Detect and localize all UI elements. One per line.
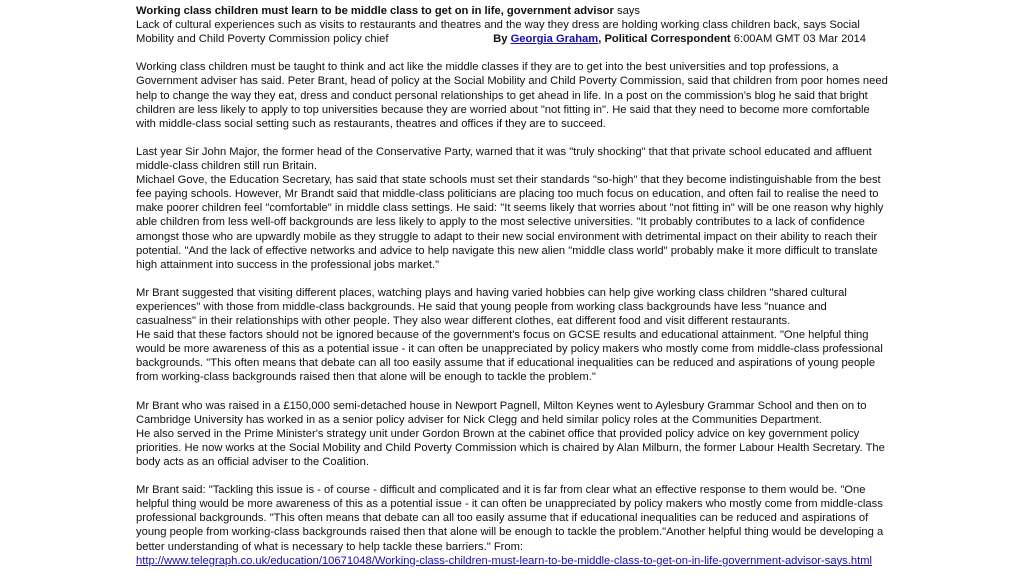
standfirst-text: Lack of cultural experiences such as visits to restaurants and theatres and the way they dress are holding working class children back, says Social Mobility and Child Poverty Commission policy chief [136, 19, 860, 46]
author-link[interactable]: Georgia Graham [510, 33, 599, 46]
source-link[interactable]: http://www.telegraph.co.uk/education/10671048/Working-class-children-must-learn-to-be-middle-class-to-get-on-in-life-government-advisor-says.html [136, 554, 872, 567]
paragraph: Last year Sir John Major, the former head of the Conservative Party, warned that it was "truly shocking" that that private school educated and affluent middle-class children still run Britain. [136, 145, 872, 173]
byline [493, 32, 888, 46]
paragraph: Working class children must be taught to think and act like the middle classes if they are to get into the best universities and top professions, a Government adviser has said. Peter Brant, head of policy at the Social Mobility and Child Poverty Commission, said that children from poor homes need help to change the way they eat, dress and conduct personal relationships to get ahead in life. In a post on the commission’s blog he said that bright children are less likely to apply to top universities because they are worried about "not fitting in". He said that they need to become more comfortable with middle-class social setting such as restaurants, theatres and offices if they are to succeed. [136, 61, 888, 130]
article [136, 4, 888, 568]
headline: Working class children must learn to be middle class to get on in life, government advisor [136, 5, 614, 17]
source-line [136, 554, 888, 568]
paragraph: He also served in the Prime Minister's strategy unit under Gordon Brown at the cabinet office that provided policy advice on key government policy priorities. He now works at the Social Mobility and Child Poverty Commission which is chaired by Alan Milburn, the former Labour Health Secretary. The body acts as an official adviser to the Coalition. [136, 427, 885, 468]
paragraph: He said that these factors should not be ignored because of the government's focus on GCSE results and educational attainment. "One helpful thing would be more awareness of this as a potential issue - it can often be unappreciated by policy makers who mostly come from middle-class professional backgrounds. "This often means that debate can all too easily assume that if educational inequalities can be reduced and aspirations of young people from working-class backgrounds raised then that alone will be enough to tackle the problem." [136, 329, 883, 384]
paragraph: Michael Gove, the Education Secretary, has said that state schools must set their standards "so-high" that they become indistinguishable from the best fee paying schools. However, Mr Brandt said that middle-class politicians are placing too much focus on education, and often fail to realise the need to make poorer children feel "comfortable" in middle class settings. He said: "It seems likely that worries about "not fitting in" will be one reason why highly able children from less well-off backgrounds are less likely to apply to the most selective universities. "It probably contributes to a lack of confidence amongst those who are upwardly mobile as they struggle to adapt to their new social environment with detrimental impact on their ability to reach their potential. "And the lack of effective networks and advice to help navigate this new alien "middle class world" probably make it more difficult to translate high attainment into success in the professional jobs market." [136, 174, 884, 271]
headline-line [136, 4, 888, 18]
byline-time: 6:00AM GMT 03 Mar 2014 [733, 33, 866, 46]
paragraph: Mr Brant who was raised in a £150,000 semi-detached house in Newport Pagnell, Milton Keynes went to Aylesbury Grammar School and then on to Cambridge University has worked in as a senior policy adviser for Nick Clegg and held similar policy roles at the Communities Department. [136, 399, 867, 426]
paragraph: Mr Brant suggested that visiting different places, watching plays and having varied hobbies can help give working class children "shared cultural experiences" with those from middle-class backgrounds. He said that young people from working class backgrounds have less "nuance and casualness" in their relationships with other people. They also wear different clothes, eat different food and visit different restaurants. [136, 286, 847, 328]
paragraph: Mr Brant said: "Tackling this issue is - of course - difficult and complicated and it is far from clear what an effective response to them would be. "One helpful thing would be more awareness of this as a potential issue - it can often be unappreciated by policy makers who mostly come from middle-class professional backgrounds. "This often means that debate can all too easily assume that if educational inequalities can be reduced and aspirations of young people from working-class backgrounds raised then that alone will be enough to tackle the problem."Another helpful thing would be developing a better understanding of what is necessary to help tackle these barriers." From: [136, 484, 884, 553]
headline-suffix: says [616, 5, 640, 17]
byline-by: By [493, 33, 508, 46]
byline-role: , Political Correspondent [598, 33, 731, 46]
